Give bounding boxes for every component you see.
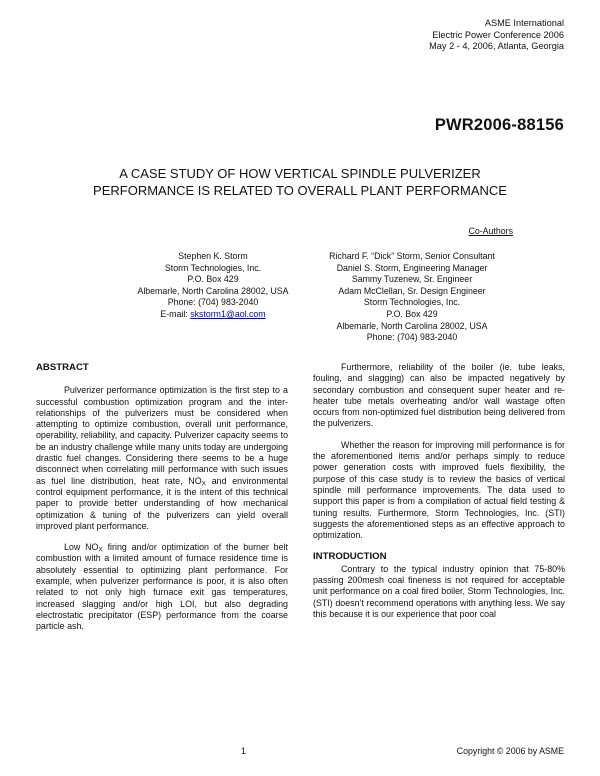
email-link[interactable]: skstorm1@aol.com [190, 308, 266, 319]
abstract-heading: ABSTRACT [36, 362, 89, 373]
paper-number: PWR2006-88156 [434, 116, 564, 134]
conference-name: Electric Power Conference 2006 [432, 29, 564, 40]
introduction-heading: INTRODUCTION [313, 551, 387, 563]
right-column [313, 362, 565, 630]
body-paragraph-1: Furthermore, reliability of the boiler (ie. tube leaks, fouling, and slagging) can also be impacted negatively by secondary combustion and consequent super heater and re-heater tube metals overheating and/or wall wastage often occurs from non-optimized fuel distribution being delivered from the pulverizers. [313, 362, 565, 429]
main-author-block [118, 251, 308, 321]
org-name: ASME International [484, 18, 564, 28]
author-phone: Phone: (704) 983-2040 [167, 297, 259, 308]
coauthor-line: P.O. Box 429 [386, 308, 438, 319]
author-po-box: P.O. Box 429 [187, 274, 239, 285]
coauthor-line: Phone: (704) 983-2040 [366, 332, 458, 343]
coauthor-line: Daniel S. Storm, Engineering Manager [336, 262, 488, 273]
coauthors-block [312, 251, 512, 344]
coauthor-line: Adam McClellan, Sr. Design Engineer [338, 285, 486, 296]
coauthor-line: Storm Technologies, Inc. [363, 297, 461, 308]
title-line-2: PERFORMANCE IS RELATED TO OVERALL PLANT PERFORMANCE [93, 182, 507, 198]
left-column [36, 362, 288, 643]
coauthor-line: Albemarle, North Carolina 28002, USA [336, 320, 488, 331]
author-name: Stephen K. Storm [178, 251, 248, 261]
coauthors-heading: Co-Authors [468, 226, 513, 236]
introduction-paragraph: Contrary to the typical industry opinion that 75-80% passing 200mesh coal fineness is not required for acceptable unit performance on a coal fired boiler, Storm Technologies, Inc. (STI) doesn’t recommend operations with anything less. We say this because it is our experience that poor coal [313, 563, 565, 619]
copyright: Copyright © 2006 by ASME [456, 746, 564, 756]
abstract-paragraph-1: Pulverizer performance optimization is the first step to a successful combustion optimization program and the inter-relationships of the pulverizers must be considered when attempting to optimize combustion, overall unit performance, operability, reliability, and capacity. Pulverizer capacity seems to be an industry challenge while many units today are undergoing drastic fuel changes. Considering there seems to be a huge disconnect when correlating mill performance with such issues as fuel line distribution, heat rate, $NO_X$ and environmental control equipment performance, it is the intent of this technical paper to provide better understanding of how mechanical optimization & tuning of the pulverizers can yield overall improved plant performance. [36, 385, 288, 531]
body-paragraph-2: Whether the reason for improving mill performance is for the aforementioned items and/or perhaps simply to reduce power generation costs with improved fuels flexibility, the purpose of this case study is to review the basics of vertical spindle mill performance improvements. The data used to support this paper is from a compilation of actual field testing & tuning results. Furthermore, Storm Technologies, Inc. (STI) suggests the aforementioned steps as an effective approach to optimization. [313, 439, 565, 541]
page-number: 1 [241, 746, 246, 756]
conference-dates: May 2 - 4, 2006, Atlanta, Georgia [429, 41, 564, 52]
coauthor-line: Richard F. “Dick” Storm, Senior Consultant [329, 251, 495, 261]
conference-info [429, 18, 564, 53]
paper-title [60, 166, 540, 199]
author-city: Albemarle, North Carolina 28002, USA [137, 285, 289, 296]
email-label: E-mail: [160, 308, 191, 319]
abstract-paragraph-2: Low $NO_X$ firing and/or optimization of the burner belt combustion with a limited amount of furnace residence time is absolutely essential to optimizing plant performance. For example, when pulverizer performance is poor, it is also often related to not only high furnace exit gas temperatures, increased slagging and/or high LOI, but also degrading electrostatic precipitator (ESP) performance from the coarse particle ash. [36, 542, 288, 632]
coauthor-line: Sammy Tuzenew, Sr. Engineer [351, 274, 473, 285]
title-line-1: A CASE STUDY OF HOW VERTICAL SPINDLE PULVERIZER [119, 166, 481, 181]
author-email-line [118, 309, 308, 321]
author-company: Storm Technologies, Inc. [164, 262, 262, 273]
